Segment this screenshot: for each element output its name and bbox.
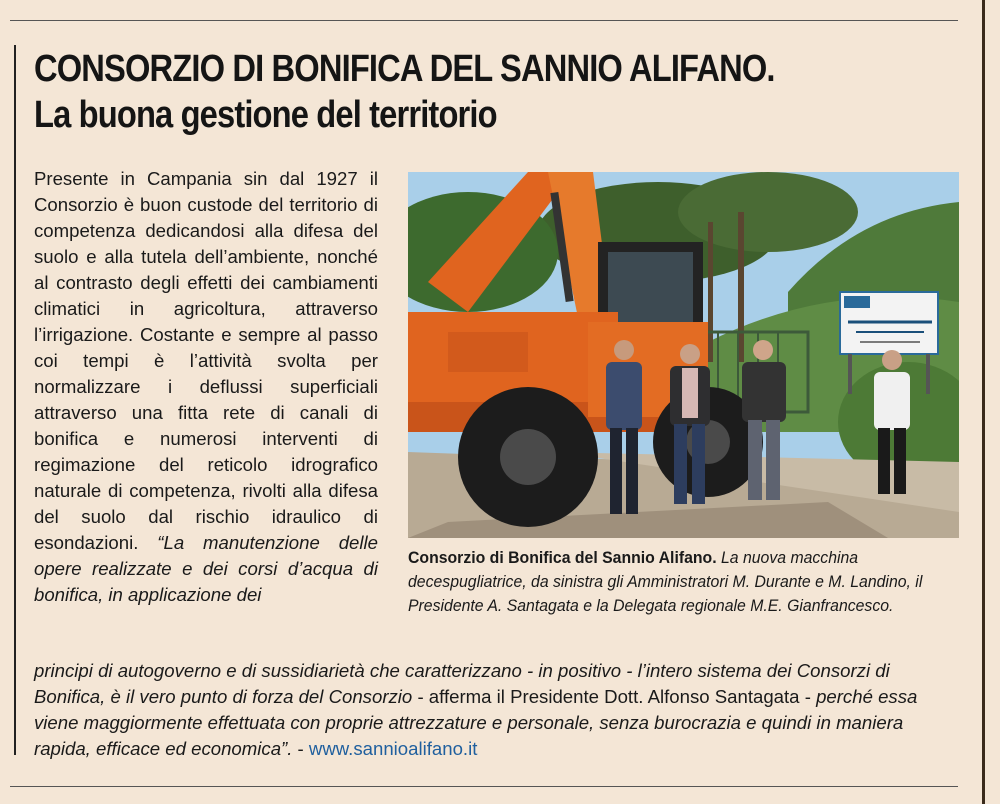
article-photo: [408, 172, 959, 538]
caption-bold: Consorzio di Bonifica del Sannio Alifano.: [408, 548, 717, 567]
body-column-text: Presente in Campania sin dal 1927 il Consorzio è buon custode del territorio di competenza dedicandosi alla difesa del suolo e alla tutela dell’ambiente, nonché al contrasto degli effetti dei cambiamenti climatici in agricoltura, attraverso l’irrigazione. Costante e sempre al passo coi tempi è l’attività svolta per normalizzare i deflussi superficiali attraverso una fitta rete di canali di bonifica e numerosi interventi di regimazione del reticolo idrografico naturale di competenza, rivolti alla difesa del suolo dal rischio idraulico di esondazioni.: [34, 168, 378, 553]
website-link[interactable]: www.sannioalifano.it: [308, 738, 478, 759]
article-body-full: [34, 658, 962, 762]
photo-machine-group-icon: [408, 172, 959, 538]
body-column-quote: “La manutenzione delle opere realizzate e dei corsi d’acqua di bonifica, in applicazione dei: [34, 532, 378, 605]
title-line-1: CONSORZIO DI BONIFICA DEL SANNIO ALIFANO.: [34, 48, 775, 90]
body-full-text: - afferma il Presidente Dott. Alfonso Santagata -: [412, 686, 817, 707]
left-edge-line: [14, 45, 16, 755]
bottom-rule: [10, 786, 958, 787]
article-body-column: [34, 166, 378, 608]
right-edge-line: [982, 0, 985, 804]
body-full-quote-2: perché essa viene maggiormente effettuata con proprie attrezzature e personale, senza burocrazia e quindi in maniera rapida, efficace ed economica”.: [34, 686, 918, 759]
top-rule: [10, 20, 958, 21]
title-line-2: La buona gestione del territorio: [34, 94, 497, 136]
body-full-separator: -: [292, 738, 309, 759]
body-full-quote-1: principi di autogoverno e di sussidiarietà che caratterizzano - in positivo - l’intero sistema dei Consorzi di Bonifica, è il vero punto di forza del Consorzio: [34, 660, 890, 707]
article-title: [34, 46, 808, 138]
photo-caption: [408, 546, 929, 618]
caption-italic: La nuova macchina decespugliatrice, da sinistra gli Amministratori M. Durante e M. Landino, il Presidente A. Santagata e la Delegata regionale M.E. Gianfrancesco.: [408, 548, 923, 615]
